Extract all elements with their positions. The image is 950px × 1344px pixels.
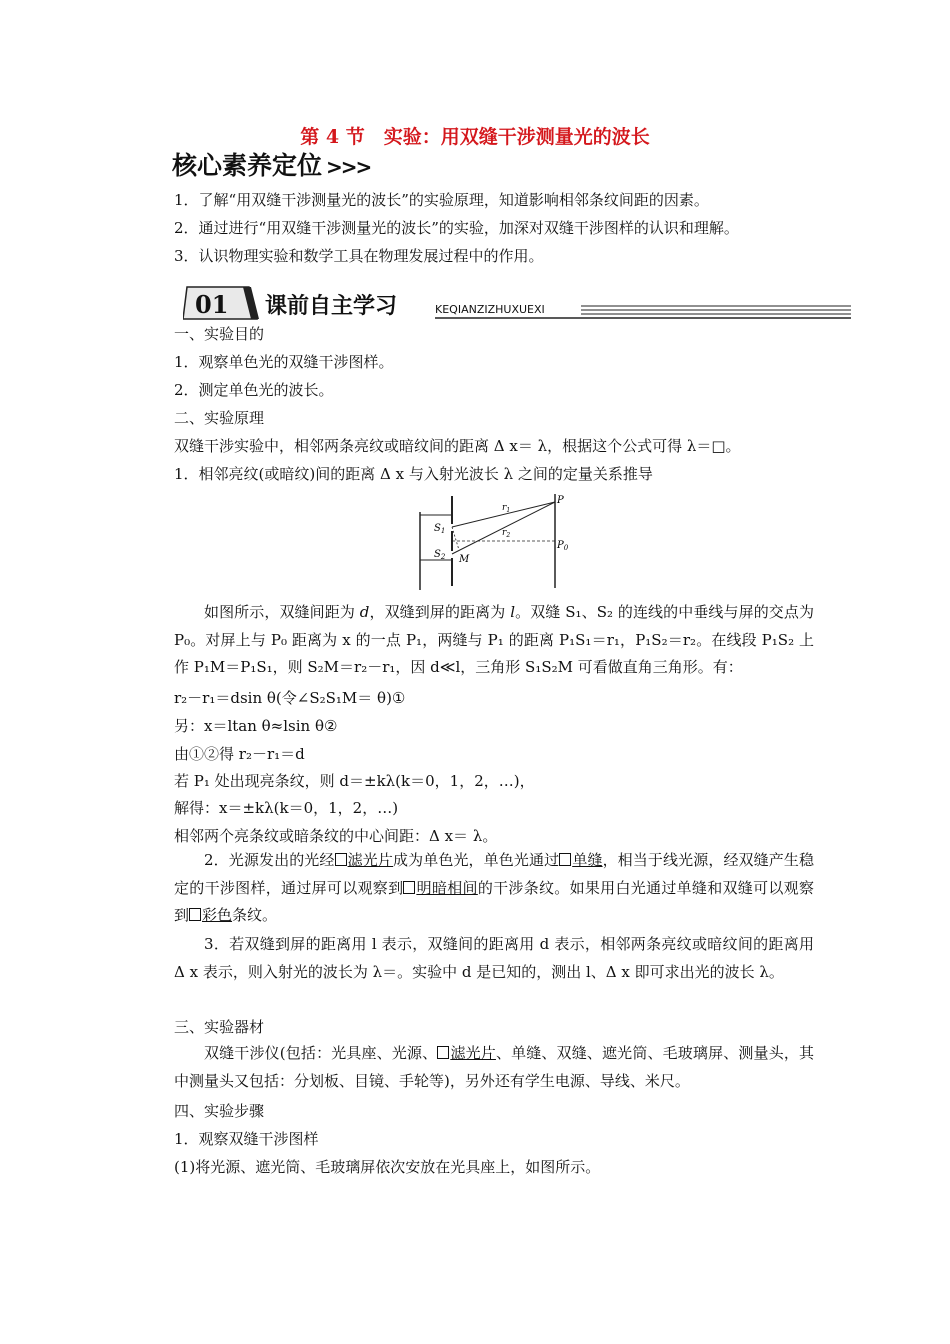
step-heading: 1．观察双缝干涉图样 [174,1130,319,1148]
banner-pinyin: KEQIANZIZHUXUEXI [435,303,545,316]
s2-label: $S_2$ [434,549,446,561]
derivation-paragraph: 如图所示，双缝间距为 d，双缝到屏的距离为 l。双缝 S₁、S₂ 的连线的中垂线与屏的交点为 P₀。对屏上与 P₀ 距离为 x 的一点 P₁，两缝与 P₁ 的距离 P₁S₁＝r₁，P₁S₂＝r₂。在线段 P₁S₂ 上作 P₁M＝P₁S₁，则 S₂M＝r₂－r₁，因 d≪l，三角形 S₁S₂M 可看做直角三角形。有： [174,603,814,676]
goal-item: 2．通过进行“用双缝干涉测量光的波长”的实验，加深对双缝干涉图样的认识和理解。 [174,219,739,237]
answer-box [189,908,201,921]
goal-item: 1．了解“用双缝干涉测量光的波长”的实验原理，知道影响相邻条纹间距的因素。 [174,191,709,209]
page-title: 第 4 节 实验：用双缝干涉测量光的波长 [300,126,650,148]
answer-box [403,881,415,894]
s1-label: $S_1$ [434,523,446,535]
equation-6: 相邻两个亮条纹或暗条纹的中心间距：Δ x＝ λ。 [174,827,498,845]
equipment-paragraph: 双缝干涉仪(包括：光具座、光源、 滤光片、单缝、双缝、遮光筒、毛玻璃屏、测量头，其中测量头又包括：分划板、目镜、手轮等)，另外还有学生电源、导线、米尺。 [174,1044,814,1090]
chevrons-icon: >>> [326,155,371,179]
principle-point-3: 3．若双缝到屏的距离用 l 表示，双缝间的距离用 d 表示，相邻两条亮纹或暗纹间的距离用 Δ x 表示，则入射光的波长为 λ＝。实验中 d 是已知的，测出 l、Δ x 即可求出光的波长 λ。 [174,935,814,981]
m-label: M [459,554,470,565]
step-item: (1)将光源、遮光筒、毛玻璃屏依次安放在光具座上，如图所示。 [174,1158,601,1176]
equation-4: 若 P₁ 处出现亮条纹，则 d＝±kλ(k＝0，1，2，…)， [174,772,535,790]
banner-title: 课前自主学习 [265,293,398,319]
equation-1: r₂－r₁＝dsin θ(令∠S₂S₁M＝ θ)① [174,689,406,707]
p0-label: $P_0$ [557,540,569,552]
section-banner [183,285,851,321]
principle-intro: 双缝干涉实验中，相邻两条亮纹或暗纹间的距离 Δ x＝ λ，根据这个公式可得 λ＝□。 [174,437,741,455]
r2-label: $r_2$ [502,528,511,539]
answer-box [335,853,347,866]
principle-point-2: 2．光源发出的光经 滤光片成为单色光，单色光通过 单缝，相当于线光源，经双缝产生稳定的干涉图样，通过屏可以观察到 明暗相间的干涉条纹。如果用白光通过单缝和双缝可以观察到 彩色条纹。 [174,851,814,924]
equation-5: 解得：x＝±kλ(k＝0，1，2，…) [174,799,399,817]
list-item: 1．观察单色光的双缝干涉图样。 [174,353,394,371]
p-label: P [557,495,564,506]
list-item: 2．测定单色光的波长。 [174,381,334,399]
section-heading: 三、实验器材 [174,1018,265,1036]
answer-box [437,1046,449,1059]
equation-2: 另：x＝ltan θ≈lsin θ② [174,717,338,735]
goal-item: 3．认识物理实验和数学工具在物理发展过程中的作用。 [174,247,544,265]
equation-3: 由①②得 r₂－r₁＝d [174,745,305,763]
section-heading: 四、实验步骤 [174,1102,265,1120]
answer-box [559,853,571,866]
r1-label: $r_1$ [502,503,511,514]
double-slit-diagram [415,490,575,592]
section-heading: 一、实验目的 [174,325,265,343]
banner-number: 01 [195,290,229,319]
principle-point-1: 1．相邻亮纹(或暗纹)间的距离 Δ x 与入射光波长 λ 之间的定量关系推导 [174,465,653,483]
core-literacy-label: 核心素养定位 [172,151,323,180]
section-heading: 二、实验原理 [174,409,265,427]
core-literacy-heading [172,149,370,184]
